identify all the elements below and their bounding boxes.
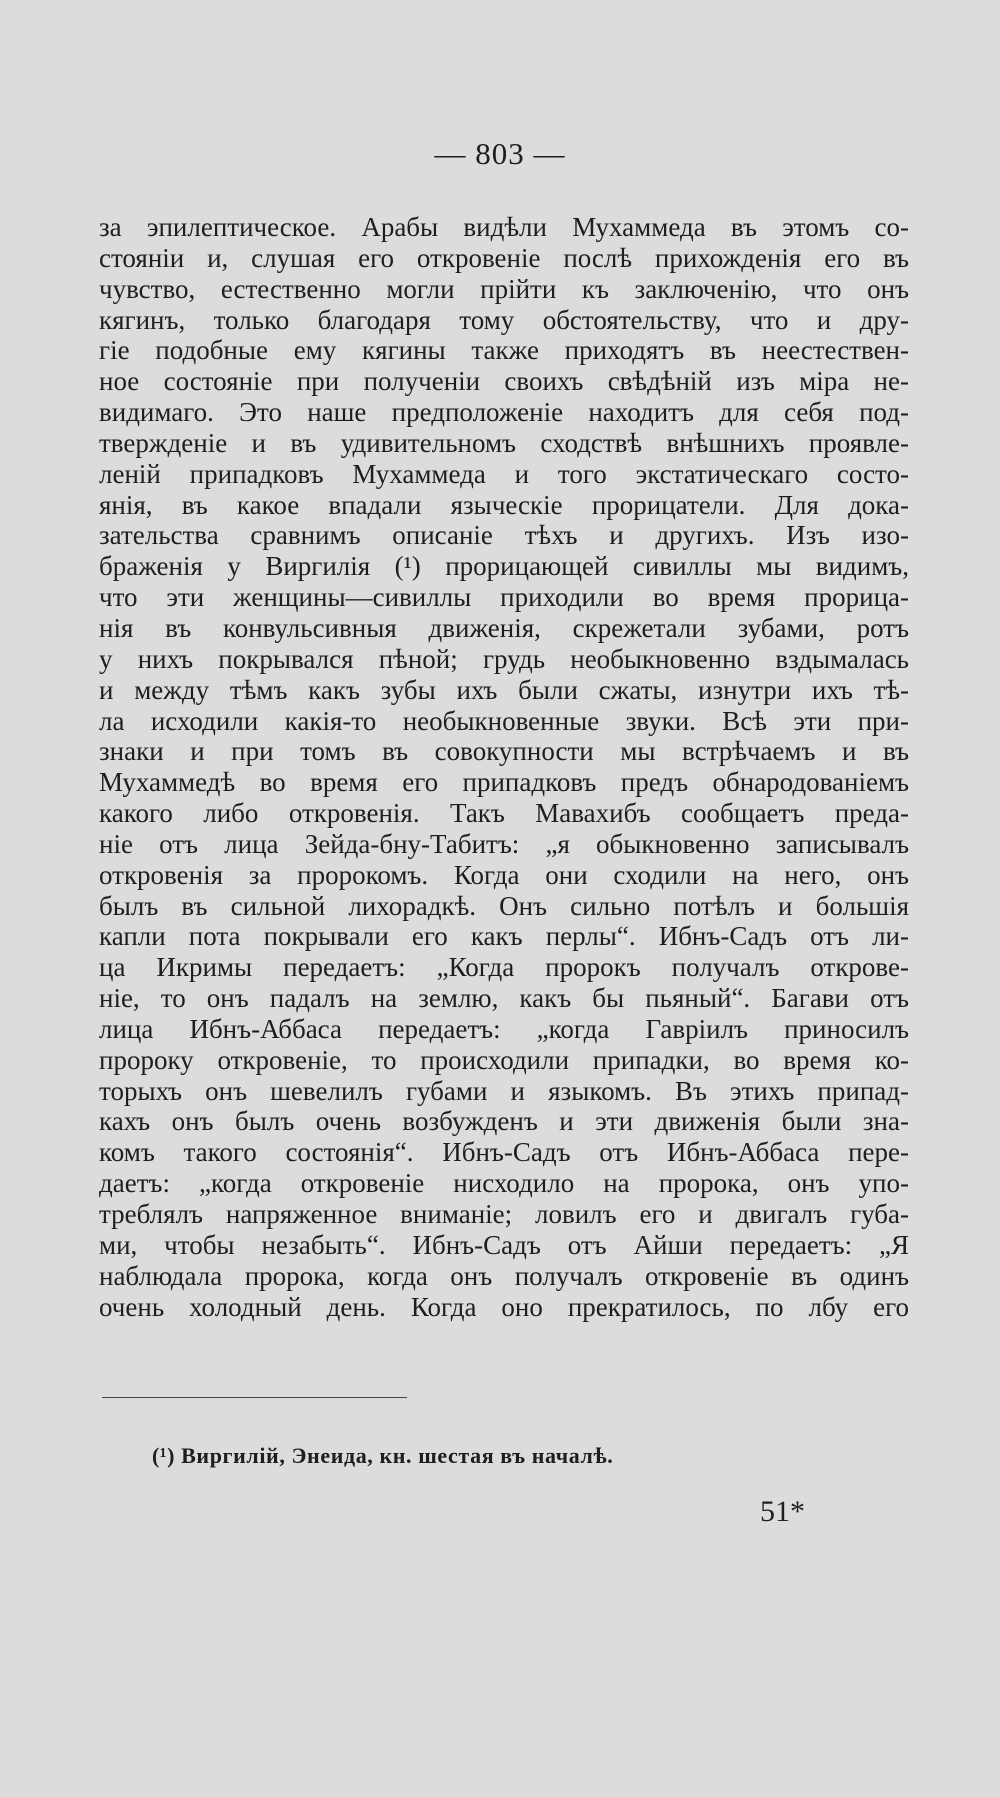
text-line: былъ въ сильной лихорадкѣ. Онъ сильно потѣлъ и большія: [99, 890, 909, 921]
text-line: торыхъ онъ шевелилъ губами и языкомъ. Въ этихъ припад-: [99, 1075, 909, 1106]
text-line: очень холодный день. Когда оно прекратилось, по лбу его: [99, 1291, 909, 1322]
text-line: за эпилептическое. Арабы видѣли Мухаммеда въ этомъ со-: [99, 212, 909, 242]
text-line: откровенія за пророкомъ. Когда они сходили на него, онъ: [99, 859, 909, 890]
text-line: комъ такого состоянія“. Ибнъ-Садъ отъ Ибнъ-Аббаса пере-: [99, 1137, 909, 1168]
text-line: Мухаммедѣ во время его припадковъ предъ обнародованіемъ: [99, 767, 909, 798]
text-line: леній припадковъ Мухаммеда и того экстатическаго состо-: [99, 458, 909, 489]
text-line: ла исходили какія-то необыкновенные звуки. Всѣ эти при-: [99, 705, 909, 736]
text-line: стояніи и, слушая его откровеніе послѣ прихожденія его въ: [99, 242, 909, 273]
text-line: знаки и при томъ въ совокупности мы встрѣчаемъ и въ: [99, 736, 909, 767]
text-line: ца Икримы передаетъ: „Когда пророкъ получалъ открове-: [99, 952, 909, 983]
page-number: — 803 —: [434, 136, 566, 171]
text-line: твержденіе и въ удивительномъ сходствѣ внѣшнихъ проявле-: [99, 427, 909, 458]
text-line: браженія у Виргилія (¹) прорицающей сивиллы мы видимъ,: [99, 551, 909, 582]
text-line: кягинъ, только благодаря тому обстоятельству, что и дру-: [99, 304, 909, 335]
text-line: чувство, естественно могли прійти къ заключенію, что онъ: [99, 273, 909, 304]
text-line: видимаго. Это наше предположеніе находитъ для себя под-: [99, 397, 909, 428]
text-line: ніе, то онъ падалъ на землю, какъ бы пьяный“. Багави отъ: [99, 983, 909, 1014]
text-line: янія, въ какое впадали языческіе прорицатели. Для дока-: [99, 489, 909, 520]
text-line: даетъ: „когда откровеніе нисходило на пророка, онъ упо-: [99, 1168, 909, 1199]
text-line: нія въ конвульсивныя движенія, скрежетали зубами, ротъ: [99, 612, 909, 643]
text-line: лица Ибнъ-Аббаса передаетъ: „когда Гавріилъ приносилъ: [99, 1013, 909, 1044]
text-line: у нихъ покрывался пѣной; грудь необыкновенно вздымалась: [99, 643, 909, 674]
text-line: гіе подобные ему кягины также приходятъ въ неестествен-: [99, 335, 909, 366]
text-line: наблюдала пророка, когда онъ получалъ откровеніе въ одинъ: [99, 1260, 909, 1291]
text-line: какого либо откровенія. Такъ Мавахибъ сообщаетъ преда-: [99, 798, 909, 829]
text-line: кахъ онъ былъ очень возбужденъ и эти движенія были зна-: [99, 1106, 909, 1137]
text-line: и между тѣмъ какъ зубы ихъ были сжаты, изнутри ихъ тѣ-: [99, 674, 909, 705]
text-line: пророку откровеніе, то происходили припадки, во время ко-: [99, 1044, 909, 1075]
text-line: ніе отъ лица Зейда-бну-Табитъ: „я обыкновенно записывалъ: [99, 828, 909, 859]
text-line: ное состояніе при полученіи своихъ свѣдѣній изъ міра не-: [99, 366, 909, 397]
text-line: капли пота покрывали его какъ перлы“. Ибнъ-Садъ отъ ли-: [99, 921, 909, 952]
signature-mark: 51*: [760, 1495, 805, 1528]
text-line: что эти женщины—сивиллы приходили во время прорица-: [99, 582, 909, 613]
text-line: треблялъ напряженное вниманіе; ловилъ его и двигалъ губа-: [99, 1199, 909, 1229]
body-text: [99, 212, 909, 1322]
text-line: зательства сравнимъ описаніе тѣхъ и другихъ. Изъ изо-: [99, 520, 909, 551]
footnote: (¹) Виргилій, Энеида, кн. шестая въ началѣ.: [152, 1443, 614, 1468]
footnote-divider: [102, 1397, 407, 1398]
text-line: ми, чтобы незабыть“. Ибнъ-Садъ отъ Айши передаетъ: „Я: [99, 1229, 909, 1260]
